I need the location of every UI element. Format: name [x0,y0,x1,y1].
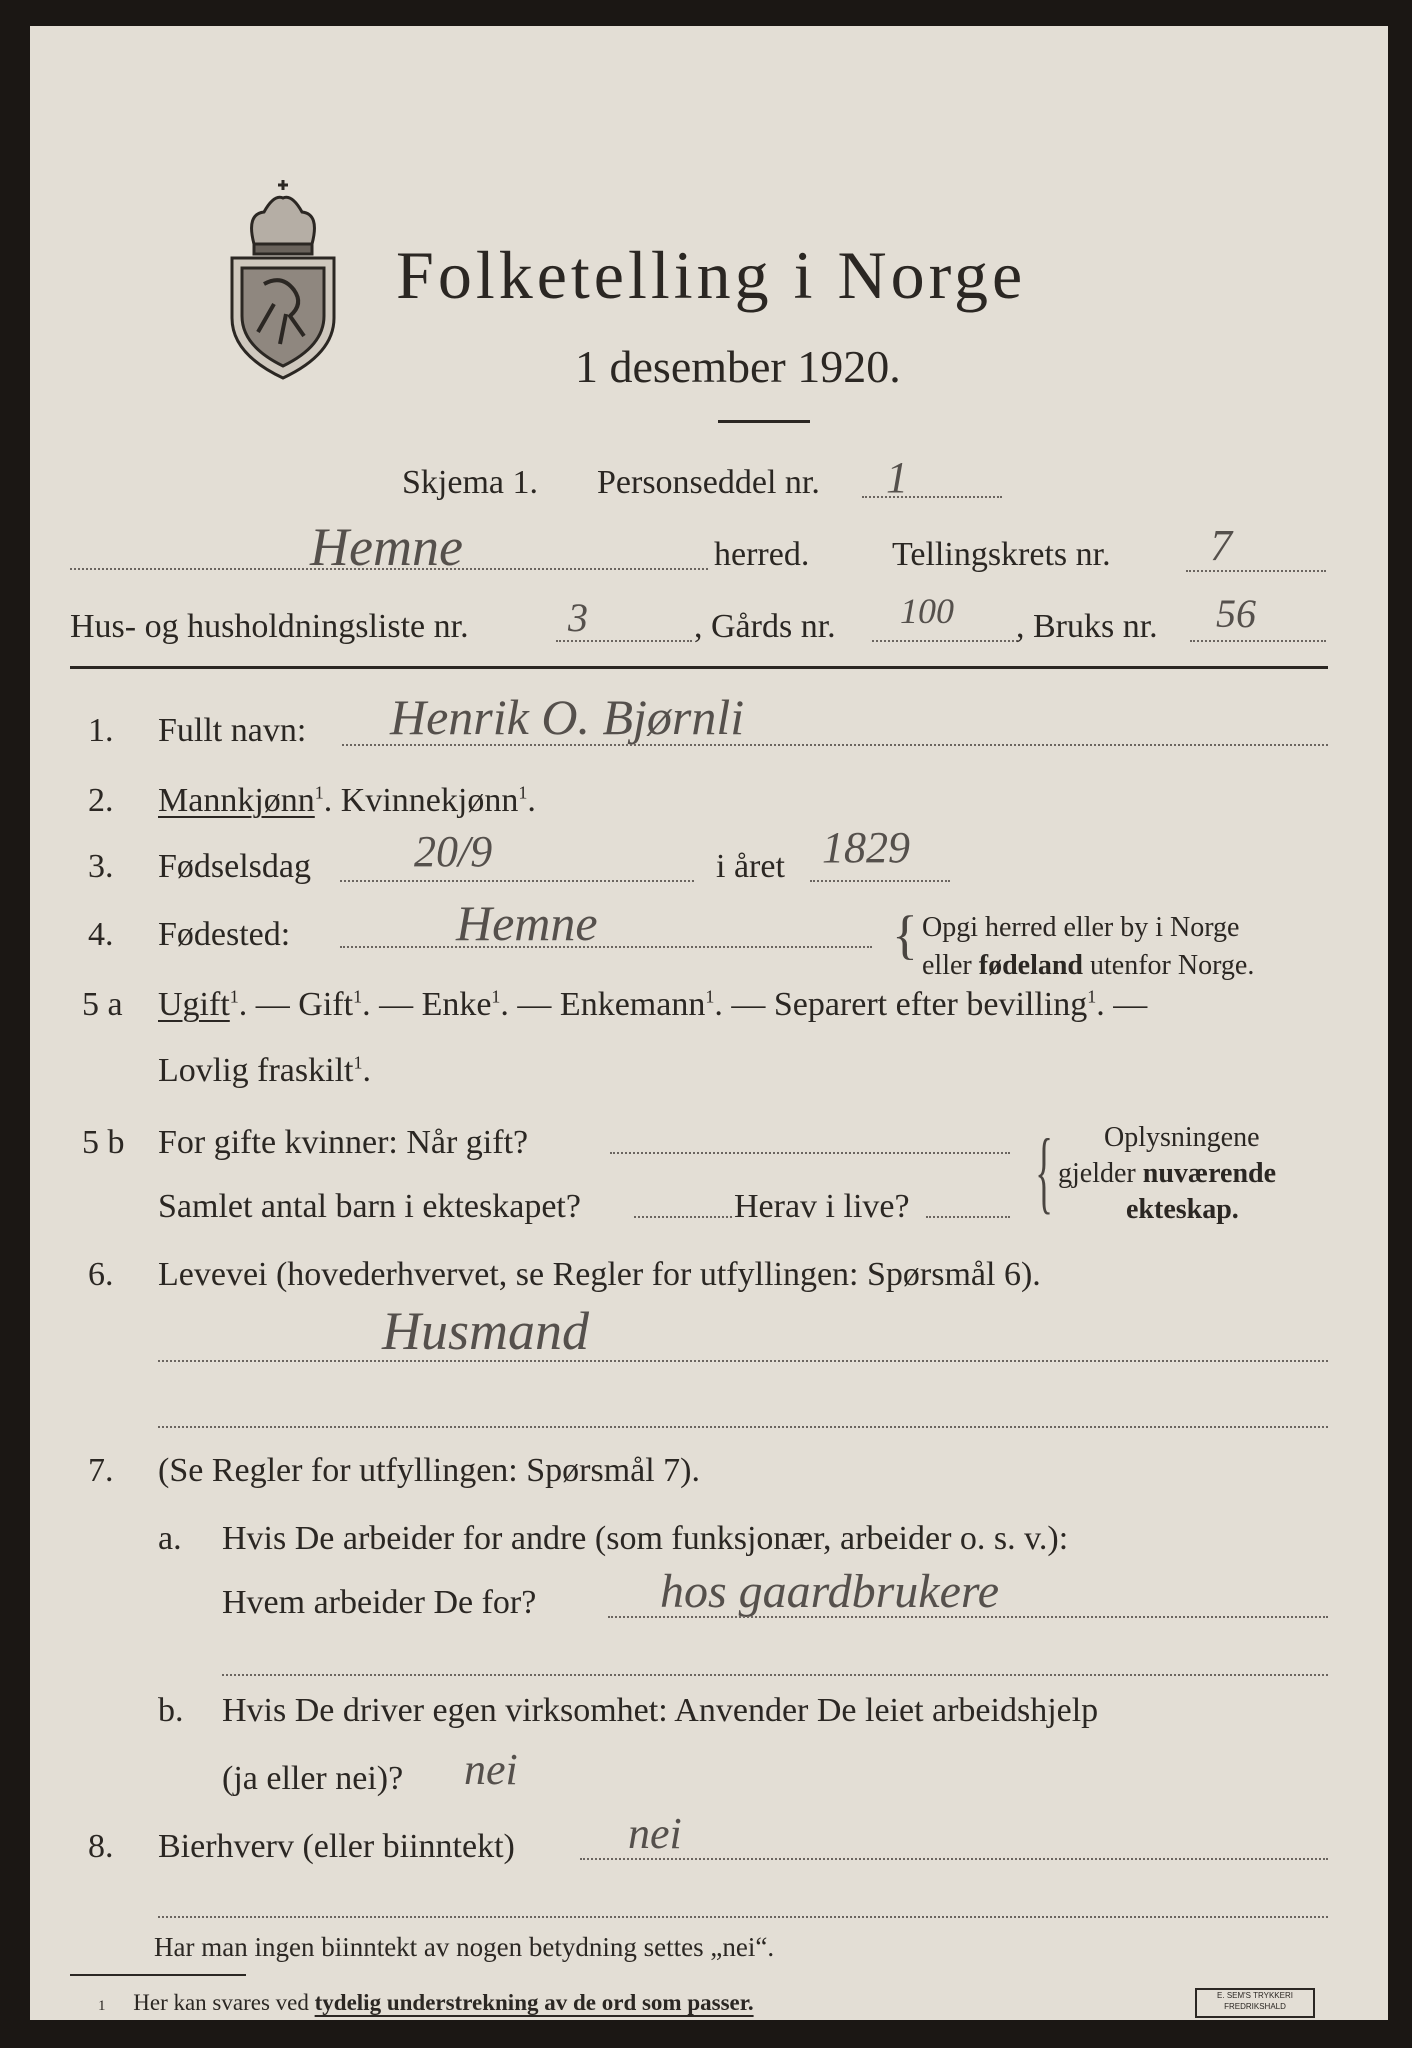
bruks-value[interactable]: 56 [1216,591,1256,636]
q3-line [340,880,694,882]
aaret-label: i året [716,848,785,885]
birthplace-value[interactable]: Hemne [456,895,598,951]
hus-value[interactable]: 3 [568,595,588,640]
enke-option[interactable]: Enke [421,986,492,1023]
q8-line-1 [580,1858,1328,1860]
q4-number: 4. [88,916,114,953]
q7a-number: a. [158,1520,182,1557]
ugift-option[interactable]: Ugift [158,986,230,1023]
lovlig-fraskilt-option[interactable]: Lovlig fraskilt [158,1052,354,1089]
q4-note-1: Opgi herred eller by i Norge [922,912,1240,943]
personseddel-value[interactable]: 1 [886,453,908,502]
footer-note: Har man ingen biinntekt av nogen betydning settes „nei“. [154,1932,775,1962]
q8-number: 8. [88,1828,114,1865]
q5b-line-2 [634,1216,732,1218]
q5b-brace: { [1035,1120,1053,1222]
q1-label: Fullt navn: [158,712,307,749]
form-title: Folketelling i Norge [396,237,1027,313]
q1-line [342,744,1328,746]
side-income-value[interactable]: nei [628,1809,682,1858]
herred-value[interactable]: Hemne [310,517,463,577]
personseddel-line [862,496,1002,498]
q5a-number: 5 a [82,986,123,1023]
header-divider [70,666,1328,669]
full-name-value[interactable]: Henrik O. Bjørnli [390,689,745,745]
q6-label: Levevei (hovederhvervet, se Regler for utfyllingen: Spørsmål 6). [158,1256,1041,1293]
footer-divider [70,1974,246,1976]
enkemann-option[interactable]: Enkemann [559,986,706,1023]
printer-stamp: E. SEM'S TRYKKERI FREDRIKSHALD [1195,1988,1315,2018]
separert-option[interactable]: Separert efter bevilling [773,986,1088,1023]
hired-help-value[interactable]: nei [464,1745,518,1794]
employer-value[interactable]: hos gaardbrukere [660,1565,1000,1618]
birthday-value[interactable]: 20/9 [414,827,493,876]
q7b-line-2: (ja eller nei)? [222,1760,404,1797]
skjema-label: Skjema 1. [402,464,538,501]
aaret-line [810,880,950,882]
q7a-line-1: Hvis De arbeider for andre (som funksjonær, arbeider o. s. v.): [222,1520,1069,1557]
q7b-line-1: Hvis De driver egen virksomhet: Anvender De leiet arbeidshjelp [222,1692,1099,1729]
gift-option[interactable]: Gift [298,986,354,1023]
occupation-value[interactable]: Husmand [382,1301,590,1361]
q5b-label-1: For gifte kvinner: Når gift? [158,1124,529,1161]
q6-line-1 [158,1360,1328,1362]
gards-label: , Gårds nr. [694,608,836,645]
tellingskrets-value[interactable]: 7 [1210,521,1232,570]
q5b-line-1 [610,1152,1010,1154]
gards-line [872,640,1018,642]
hus-line [556,640,692,642]
q6-line-2 [158,1426,1328,1428]
q5a-options: Ugift$^1$. — Gift$^1$. — Enke$^1$. — Enkemann$^1$. — Separert efter bevilling$^1$. — [158,986,1148,1023]
tellingskrets-label: Tellingskrets nr. [892,536,1111,573]
q5b-label-3: Herav i live? [734,1188,910,1225]
hus-label: Hus- og husholdningsliste nr. [70,608,469,645]
footnote: 1 Her kan svares ved tydelig understrekning av de ord som passer. [98,1990,754,2015]
q1-number: 1. [88,712,114,749]
q7a-line-2: Hvem arbeider De for? [222,1584,537,1621]
tellingskrets-line [1186,570,1326,572]
q7-label: (Se Regler for utfyllingen: Spørsmål 7). [158,1452,701,1489]
kvinnekjonn-option[interactable]: Kvinnekjønn [340,782,519,819]
q5b-line-3 [926,1216,1010,1218]
q4-brace: { [892,905,918,965]
q4-line [340,946,872,948]
q8-label: Bierhverv (eller biinntekt) [158,1828,515,1865]
coat-of-arms-icon [224,174,342,382]
q4-note-2: eller fødeland utenfor Norge. [922,950,1255,981]
q7a-line-extra [222,1674,1328,1676]
q3-number: 3. [88,848,114,885]
mannkjonn-option[interactable]: Mannkjønn [158,782,315,819]
title-divider [718,420,810,423]
form-date: 1 desember 1920. [575,341,901,392]
q2-options: Mannkjønn$^1$. Kvinnekjønn$^1$. [158,782,536,819]
bruks-label: , Bruks nr. [1016,608,1158,645]
q5a-lovlig: Lovlig fraskilt$^1$. [158,1052,371,1089]
q3-label: Fødselsdag [158,848,311,885]
q7-number: 7. [88,1452,114,1489]
personseddel-label: Personseddel nr. [597,464,820,501]
herred-line [70,568,708,570]
q8-line-2 [158,1916,1328,1918]
q4-label: Fødested: [158,916,291,953]
q5b-label-2: Samlet antal barn i ekteskapet? [158,1188,581,1225]
q2-number: 2. [88,782,114,819]
q5b-number: 5 b [82,1124,125,1161]
birthyear-value[interactable]: 1829 [822,823,910,872]
q7a-line-value [608,1616,1328,1618]
q7b-number: b. [158,1692,184,1729]
q5b-note-3: ekteskap. [1126,1194,1239,1225]
herred-label: herred. [714,536,810,573]
q6-number: 6. [88,1256,114,1293]
gards-value[interactable]: 100 [900,591,954,631]
q5b-note-1: Oplysningene [1104,1122,1260,1153]
bruks-line [1190,640,1326,642]
q5b-note-2: gjelder nuværende [1058,1158,1277,1189]
